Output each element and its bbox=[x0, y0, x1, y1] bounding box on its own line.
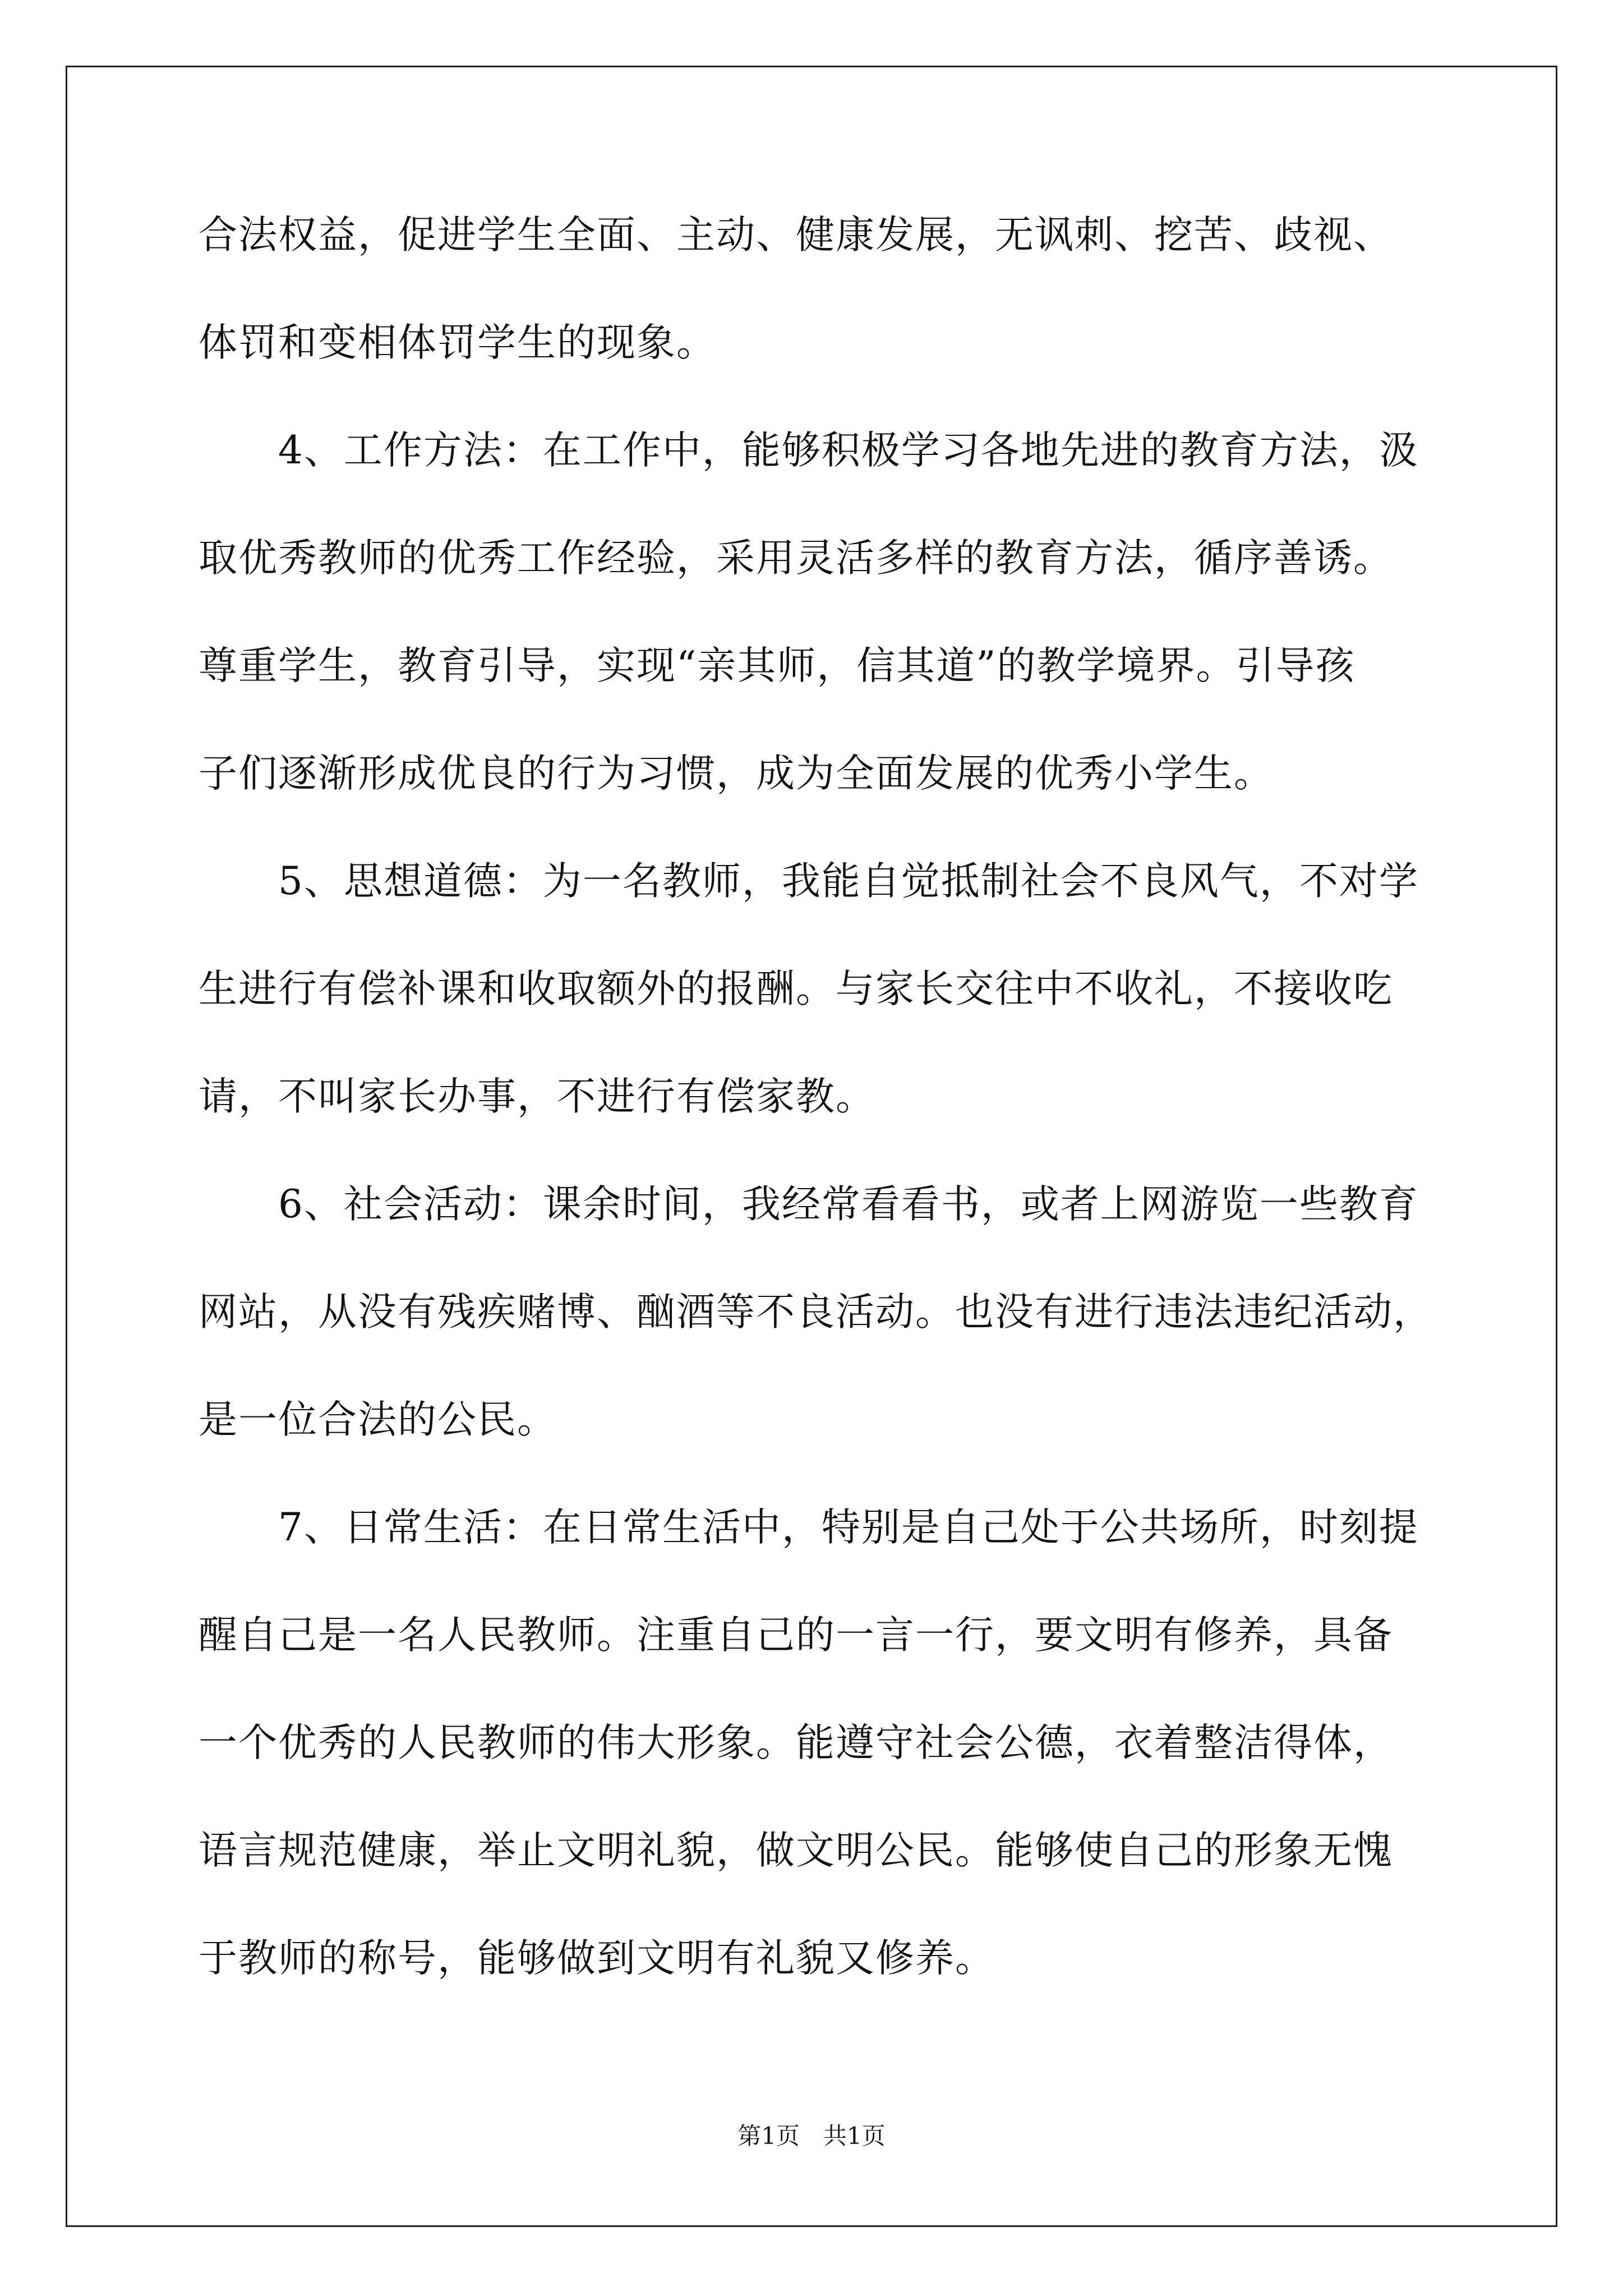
text-line: 取优秀教师的优秀工作经验，采用灵活多样的教育方法，循序善诱。 bbox=[199, 536, 1393, 581]
text-line: 请，不叫家长办事，不进行有偿家教。 bbox=[199, 1074, 875, 1119]
text-line: 6、社会活动：课余时间，我经常看看书，或者上网游览一些教育 bbox=[199, 1182, 1419, 1227]
document-body bbox=[199, 213, 1433, 1981]
text-line: 一个优秀的人民教师的伟大形象。能遵守社会公德，衣着整洁得体， bbox=[199, 1720, 1393, 1765]
text-line: 网站，从没有残疾赌博、酗酒等不良活动。也没有进行违法违纪活动， bbox=[199, 1290, 1433, 1335]
text-line: 子们逐渐形成优良的行为习惯，成为全面发展的优秀小学生。 bbox=[199, 751, 1274, 796]
text-line: 尊重学生，教育引导，实现“亲其师，信其道”的教学境界。引导孩 bbox=[199, 643, 1355, 688]
text-line: 合法权益，促进学生全面、主动、健康发展，无讽刺、挖苦、歧视、 bbox=[199, 213, 1393, 257]
text-line: 7、日常生活：在日常生活中，特别是自己处于公共场所，时刻提 bbox=[199, 1505, 1419, 1550]
text-line: 体罚和变相体罚学生的现象。 bbox=[199, 320, 716, 365]
text-line: 是一位合法的公民。 bbox=[199, 1397, 557, 1442]
text-line: 语言规范健康，举止文明礼貌，做文明公民。能够使自己的形象无愧 bbox=[199, 1828, 1393, 1873]
text-line: 4、工作方法：在工作中，能够积极学习各地先进的教育方法，汲 bbox=[199, 428, 1419, 473]
text-line: 5、思想道德：为一名教师，我能自觉抵制社会不良风气，不对学 bbox=[199, 859, 1419, 904]
text-line: 醒自己是一名人民教师。注重自己的一言一行，要文明有修养，具备 bbox=[199, 1613, 1393, 1658]
page-footer: 第1页 共1页 bbox=[737, 2122, 886, 2150]
text-line: 生进行有偿补课和收取额外的报酬。与家长交往中不收礼，不接收吃 bbox=[199, 967, 1393, 1011]
text-line: 于教师的称号，能够做到文明有礼貌又修养。 bbox=[199, 1936, 995, 1981]
